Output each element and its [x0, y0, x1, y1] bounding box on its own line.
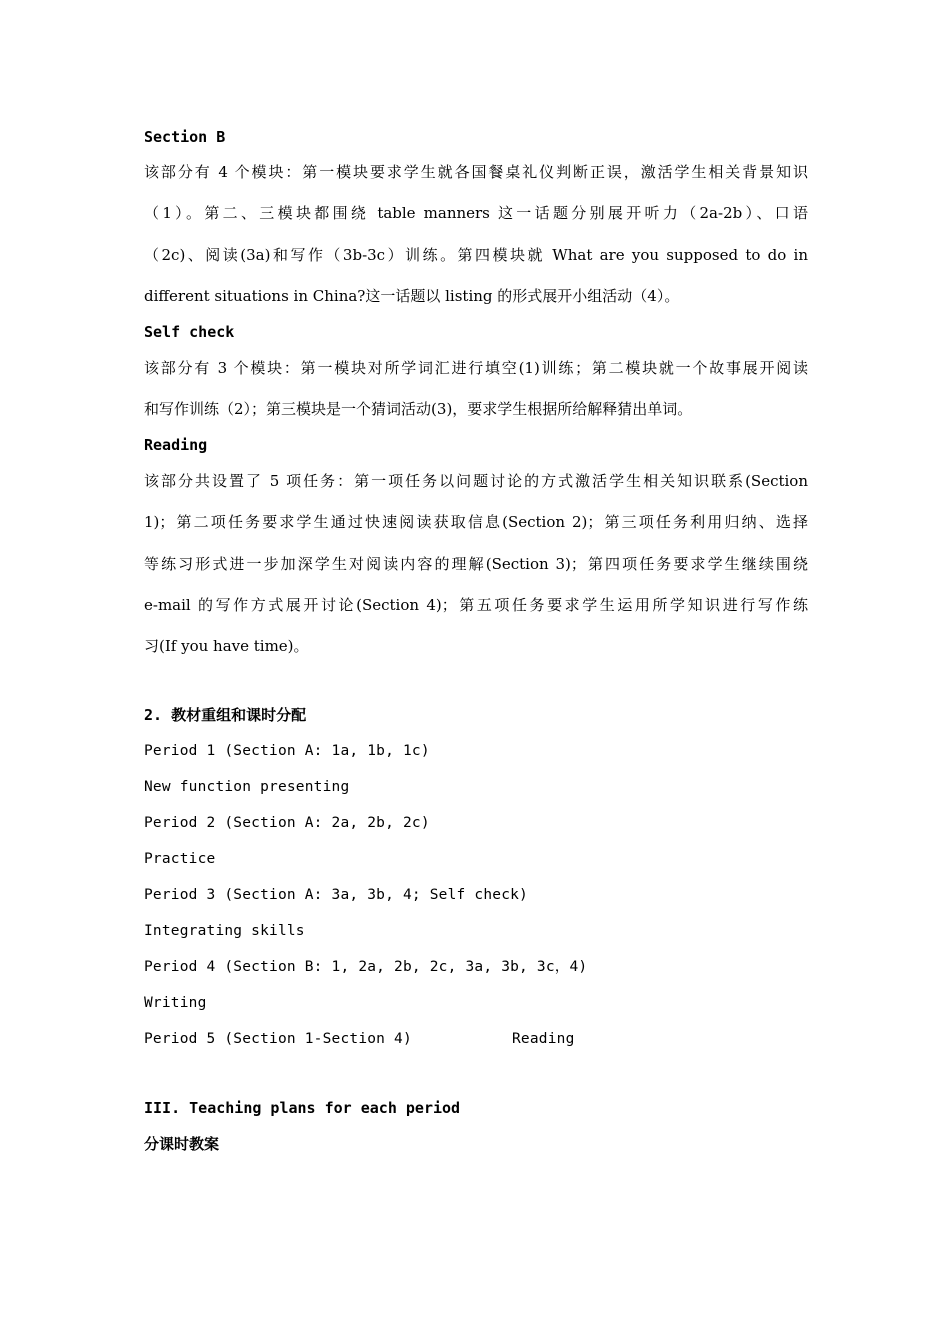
reading-heading: Reading: [144, 436, 208, 454]
reading-line-4: e-mail 的写作方式展开讨论(Section 4)；第五项任务要求学生运用所学知识进行写作练: [144, 596, 808, 614]
period-5-focus: Reading: [512, 1031, 575, 1047]
teaching-plans-heading: III. Teaching plans for each period: [144, 1099, 461, 1117]
self-check-line-2: 和写作训练（2）；第三模块是一个猜词活动(3)，要求学生根据所给解释猜出单词。: [144, 400, 693, 418]
reading-line-5: 习(If you have time)。: [144, 637, 309, 655]
period-2-focus: Practice: [144, 851, 216, 867]
period-5-row: [144, 1029, 808, 1049]
reorganization-heading: 2. 教材重组和课时分配: [144, 706, 307, 724]
reading-line-1: 该部分共设置了 5 项任务：第一项任务以问题讨论的方式激活学生相关知识联系(Section: [144, 472, 808, 490]
reading-line-3: 等练习形式进一步加深学生对阅读内容的理解(Section 3)；第四项任务要求学生继续围绕: [144, 555, 808, 573]
period-2: Period 2 (Section A: 2a, 2b, 2c): [144, 815, 430, 831]
period-3-focus: Integrating skills: [144, 923, 305, 939]
section-b-line-1: 该部分有 4 个模块：第一模块要求学生就各国餐桌礼仪判断正误，激活学生相关背景知识: [144, 163, 808, 181]
section-b-line-2: （1）。第二、三模块都围绕 table manners 这一话题分别展开听力（2a-2b）、口语: [144, 204, 808, 222]
self-check-heading: Self check: [144, 323, 235, 341]
self-check-line-1: 该部分有 3 个模块：第一模块对所学词汇进行填空(1)训练；第二模块就一个故事展开阅读: [144, 359, 808, 377]
period-4: Period 4 (Section B: 1, 2a, 2b, 2c, 3a, 3b, 3c，4): [144, 959, 588, 975]
period-3: Period 3 (Section A: 3a, 3b, 4; Self check): [144, 887, 528, 903]
reading-line-2: 1)；第二项任务要求学生通过快速阅读获取信息(Section 2)；第三项任务利用归纳、选择: [144, 513, 808, 531]
teaching-plans-subheading: 分课时教案: [144, 1135, 220, 1153]
period-4-focus: Writing: [144, 995, 207, 1011]
period-5: Period 5 (Section 1-Section 4): [144, 1031, 412, 1047]
period-1: Period 1 (Section A: 1a, 1b, 1c): [144, 743, 430, 759]
period-1-focus: New function presenting: [144, 779, 350, 795]
section-b-line-4: different situations in China?这一话题以 listing 的形式展开小组活动（4）。: [144, 287, 680, 305]
section-b-heading: Section B: [144, 128, 226, 146]
section-b-line-3: （2c)、阅读(3a)和写作（3b-3c）训练。第四模块就 What are you supposed to do in: [144, 246, 808, 264]
